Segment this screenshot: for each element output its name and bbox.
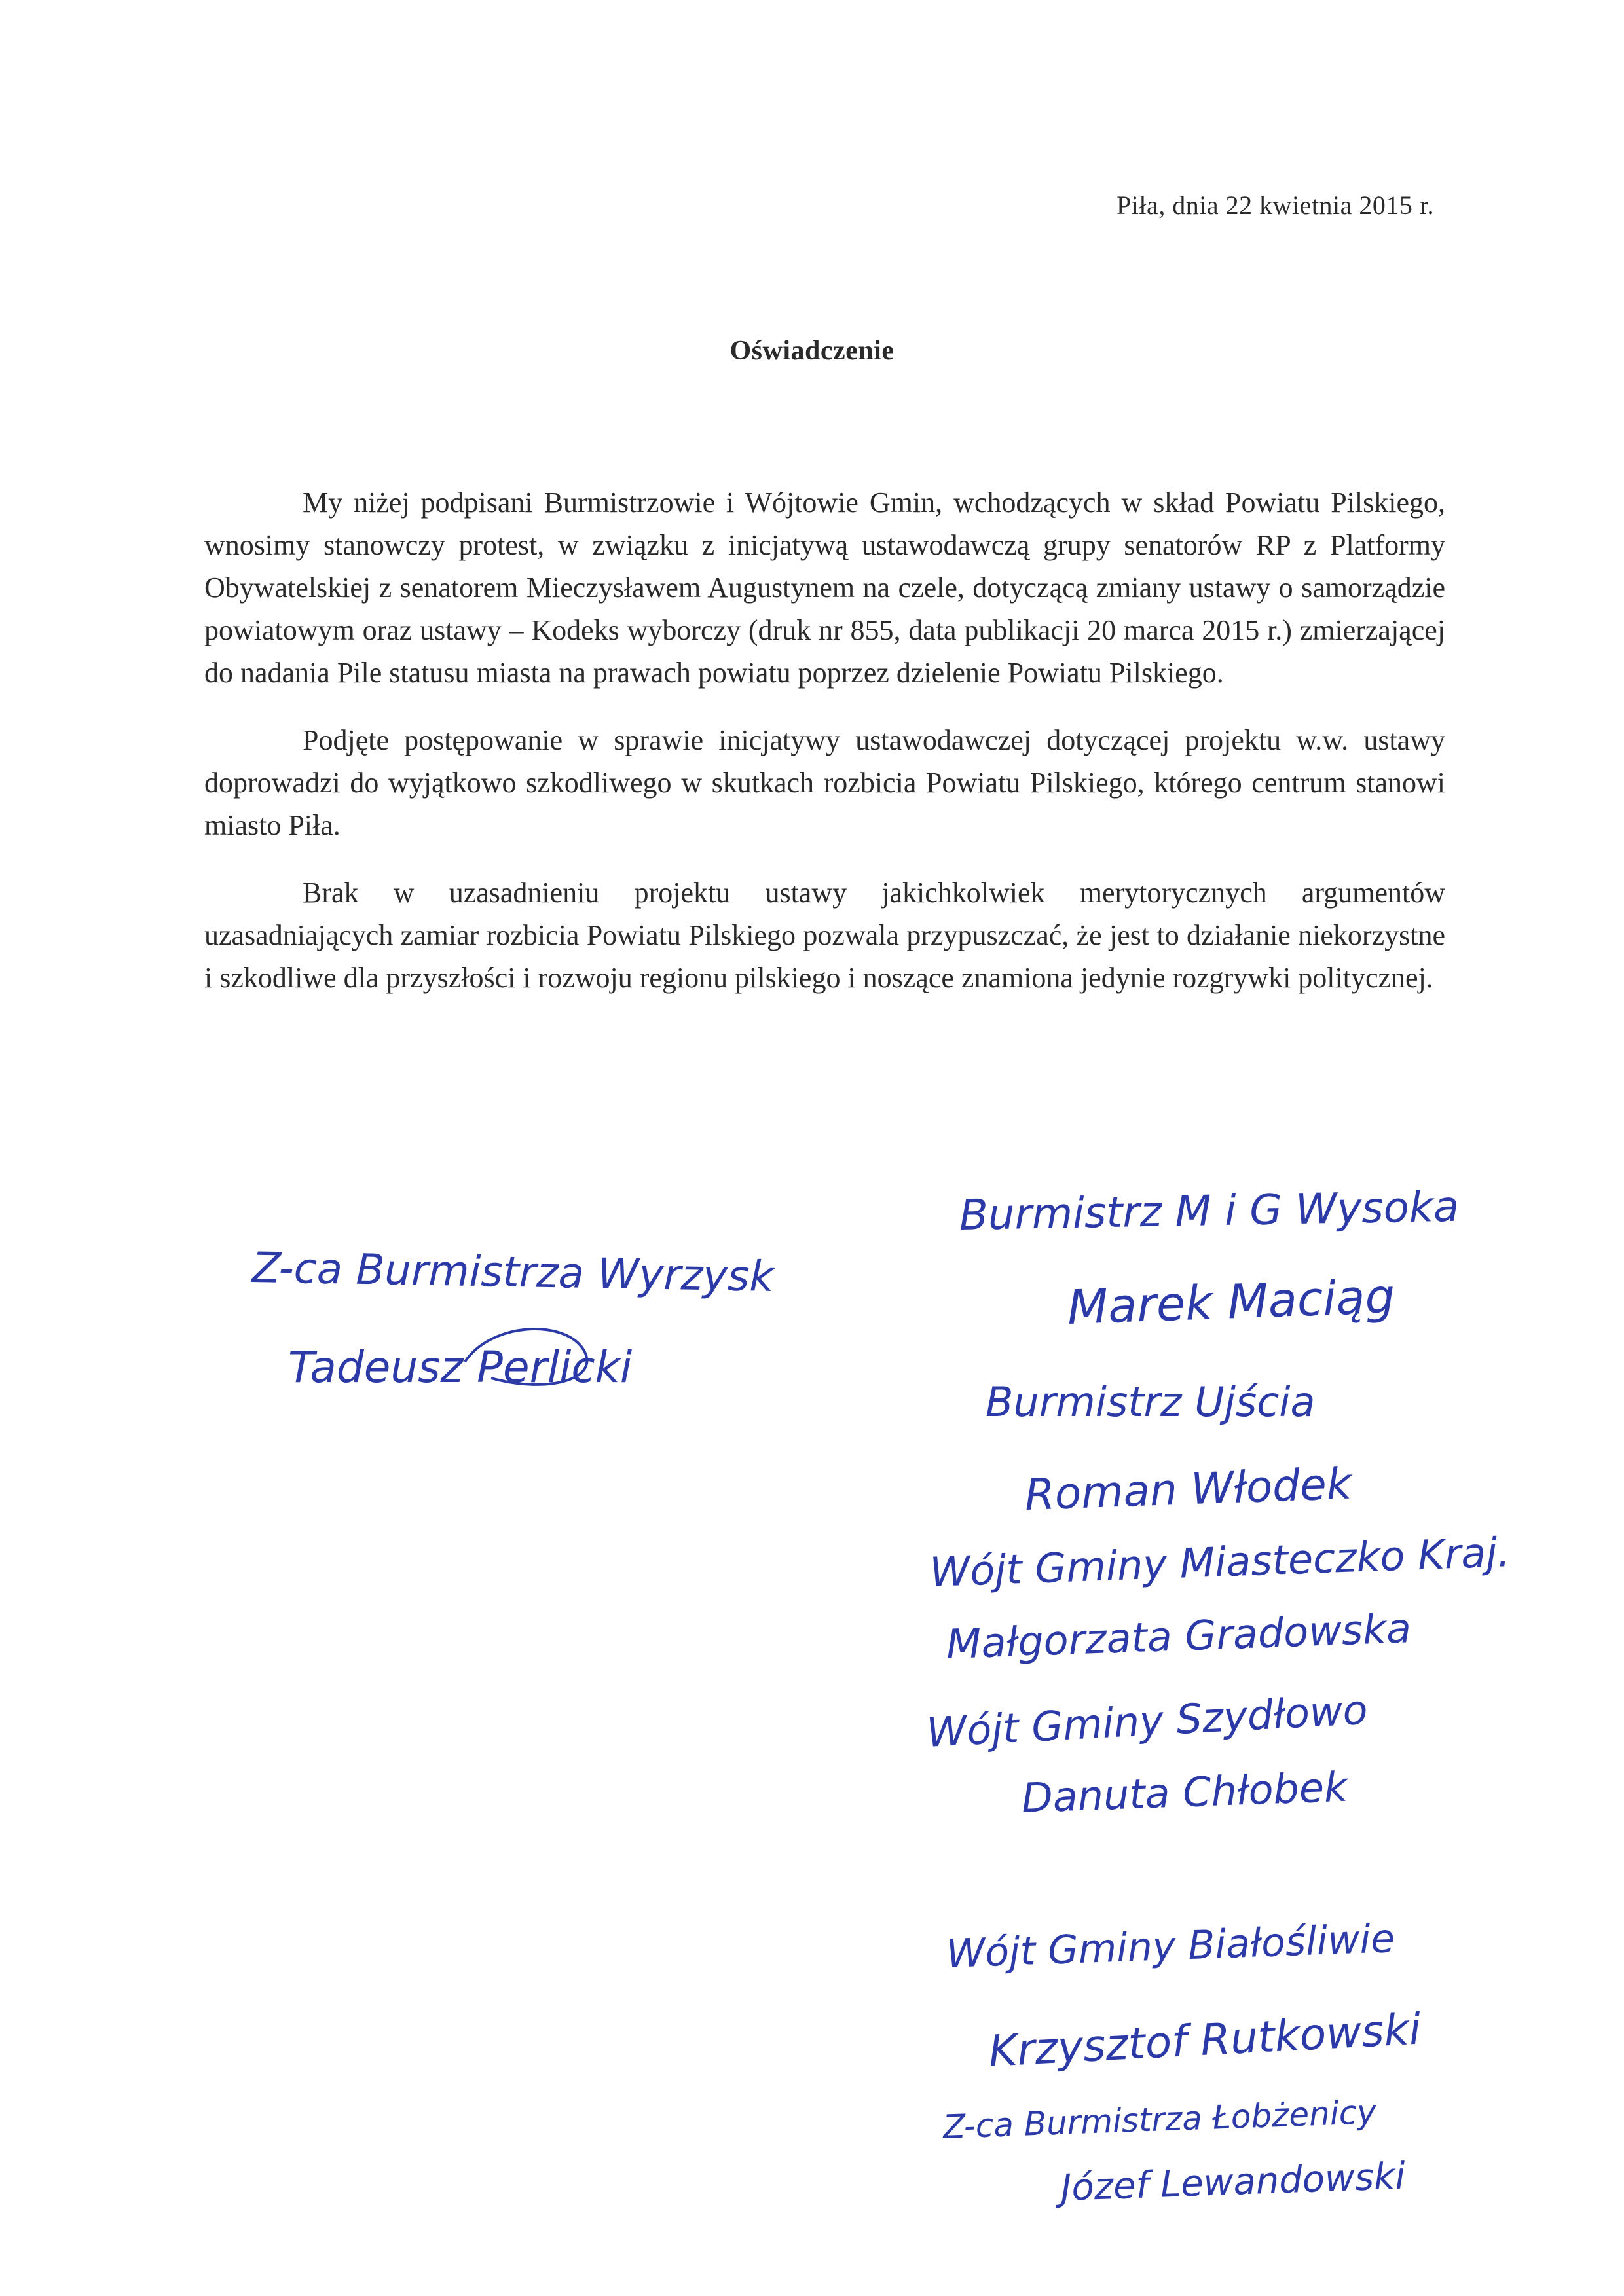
document-body	[204, 481, 1445, 1024]
document-title: Oświadczenie	[729, 336, 895, 366]
signature-title: Burmistrz Ujścia	[986, 1378, 1316, 1426]
signature-name: Marek Maciąg	[1066, 1268, 1396, 1335]
signature-name: Roman Włodek	[1024, 1458, 1353, 1520]
signature-title: Z-ca Burmistrza Wyrzysk	[251, 1244, 775, 1302]
signature-title: Burmistrz M i G Wysoka	[959, 1182, 1460, 1240]
signature-name: Małgorzata Gradowska	[945, 1604, 1412, 1668]
signature-title: Wójt Gminy Miasteczko Kraj.	[929, 1528, 1511, 1596]
body-paragraph: Podjęte postępowanie w sprawie inicjatywy ustawodawczej dotyczącej projektu w.w. ustawy doprowadzi do wyjątkowo szkodliwego w skutkach rozbicia Powiatu Pilskiego, którego centrum stanowi miasto Piła.	[204, 724, 1445, 841]
signature-name: Józef Lewandowski	[1060, 2155, 1407, 2210]
signature-name: Krzysztof Rutkowski	[987, 2003, 1422, 2077]
signature-title: Wójt Gminy Białośliwie	[945, 1916, 1396, 1977]
signature-name: Danuta Chłobek	[1020, 1762, 1349, 1822]
signature-title: Z-ca Burmistrza Łobżenicy	[942, 2092, 1377, 2146]
signature-title: Wójt Gminy Szydłowo	[925, 1685, 1369, 1757]
body-paragraph: Brak w uzasadnieniu projektu ustawy jakichkolwiek merytorycznych argumentów uzasadniających zamiar rozbicia Powiatu Pilskiego pozwala przypuszczać, że jest to działanie niekorzystne i szkodliwe dla przyszłości i rozwoju regionu pilskiego i noszące znamiona jedynie rozgrywki politycznej.	[204, 877, 1445, 994]
signature-name: Tadeusz Perlicki	[288, 1342, 633, 1393]
date-line: Piła, dnia 22 kwietnia 2015 r.	[1116, 191, 1434, 220]
body-paragraph: My niżej podpisani Burmistrzowie i Wójtowie Gmin, wchodzących w skład Powiatu Pilskiego, wnosimy stanowczy protest, w związku z inicjatywą ustawodawczą grupy senatorów RP z Platformy Obywatelskiej z senatorem Mieczysławem Augustynem na czele, dotyczącą zmiany ustawy o samorządzie powiatowym oraz ustawy – Kodeks wyborczy (druk nr 855, data publikacji 20 marca 2015 r.) zmierzającej do nadania Pile statusu miasta na prawach powiatu poprzez dzielenie Powiatu Pilskiego.	[204, 486, 1445, 689]
